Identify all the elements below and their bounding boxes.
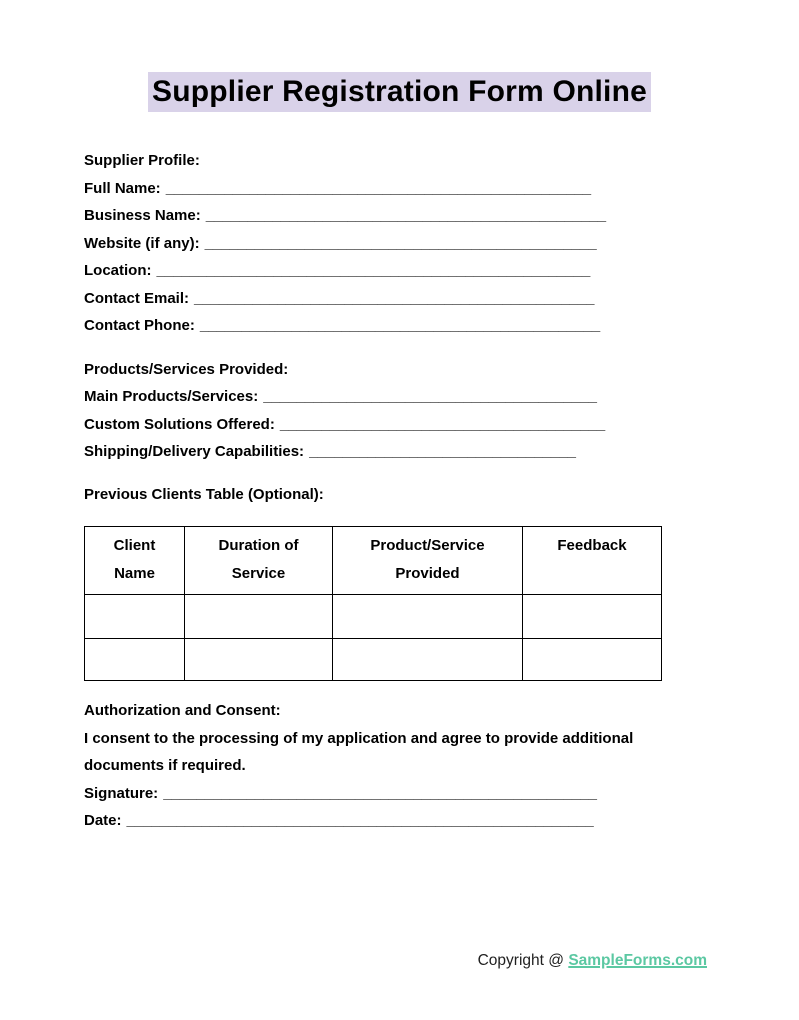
products-services-heading: Products/Services Provided:: [84, 360, 289, 378]
field-contact-email: [84, 285, 715, 313]
form-content: [84, 147, 715, 851]
table-cell: [185, 639, 333, 681]
field-full-name: [84, 175, 715, 203]
table-row: [85, 639, 662, 681]
field-business-name: [84, 202, 715, 230]
table-cell: [523, 639, 662, 681]
blank-line: ____________________________________________________: [163, 784, 597, 802]
field-contact-phone: [84, 312, 715, 340]
table-header-row: [85, 527, 662, 595]
table-cell: [523, 595, 662, 639]
field-label: Contact Phone:: [84, 317, 195, 334]
table-header-feedback: Feedback: [523, 527, 662, 595]
section-products-services: [84, 356, 715, 466]
field-label: Date:: [84, 812, 122, 829]
table-header-client-name: Client Name: [85, 527, 185, 595]
previous-clients-heading: Previous Clients Table (Optional):: [84, 485, 324, 503]
supplier-profile-heading: Supplier Profile:: [84, 152, 200, 169]
field-label: Location:: [84, 262, 152, 279]
table-header-duration: Duration of Service: [185, 527, 333, 595]
section-authorization: [84, 697, 715, 835]
consent-text: I consent to the processing of my application and agree to provide additional documents if required.: [84, 729, 634, 774]
table-cell: [85, 639, 185, 681]
blank-line: ________________________________________: [263, 388, 597, 405]
authorization-heading: Authorization and Consent:: [84, 702, 281, 719]
blank-line: _______________________________________________: [204, 234, 597, 252]
section-previous-clients: [84, 481, 715, 682]
blank-line: ________________________________________________: [199, 317, 601, 334]
page-title: Supplier Registration Form Online: [148, 72, 651, 112]
table-cell: [333, 595, 523, 639]
field-custom-solutions: [84, 411, 715, 439]
title-row: [0, 72, 799, 112]
field-label: Signature:: [84, 784, 159, 802]
field-label: Business Name:: [84, 207, 201, 224]
field-label: Website (if any):: [84, 234, 200, 252]
copyright-text: Copyright @: [477, 952, 564, 969]
field-label: Custom Solutions Offered:: [84, 415, 275, 433]
field-label: Full Name:: [84, 179, 161, 197]
field-label: Contact Email:: [84, 289, 190, 307]
blank-line: ________________________________________________________: [126, 812, 594, 829]
field-signature: [84, 780, 715, 808]
blank-line: ___________________________________________________: [165, 179, 592, 197]
footer-link[interactable]: SampleForms.com: [568, 952, 707, 969]
field-date: [84, 807, 715, 835]
previous-clients-table: [84, 526, 662, 681]
table-row: [85, 595, 662, 639]
table-cell: [185, 595, 333, 639]
blank-line: ________________________________________________: [194, 289, 595, 307]
blank-line: _______________________________________: [279, 415, 606, 433]
table-header-product-service: Product/Service Provided: [333, 527, 523, 595]
blank-line: ________________________________________________: [205, 207, 607, 224]
footer: [478, 952, 707, 970]
table-cell: [85, 595, 185, 639]
field-label: Main Products/Services:: [84, 388, 259, 405]
field-website: [84, 230, 715, 258]
section-supplier-profile: [84, 147, 715, 340]
field-label: Shipping/Delivery Capabilities:: [84, 443, 305, 460]
field-main-products: [84, 383, 715, 411]
blank-line: ____________________________________________________: [156, 262, 591, 279]
field-location: [84, 257, 715, 285]
blank-line: ________________________________: [309, 443, 577, 460]
table-cell: [333, 639, 523, 681]
field-shipping-capabilities: [84, 438, 715, 466]
